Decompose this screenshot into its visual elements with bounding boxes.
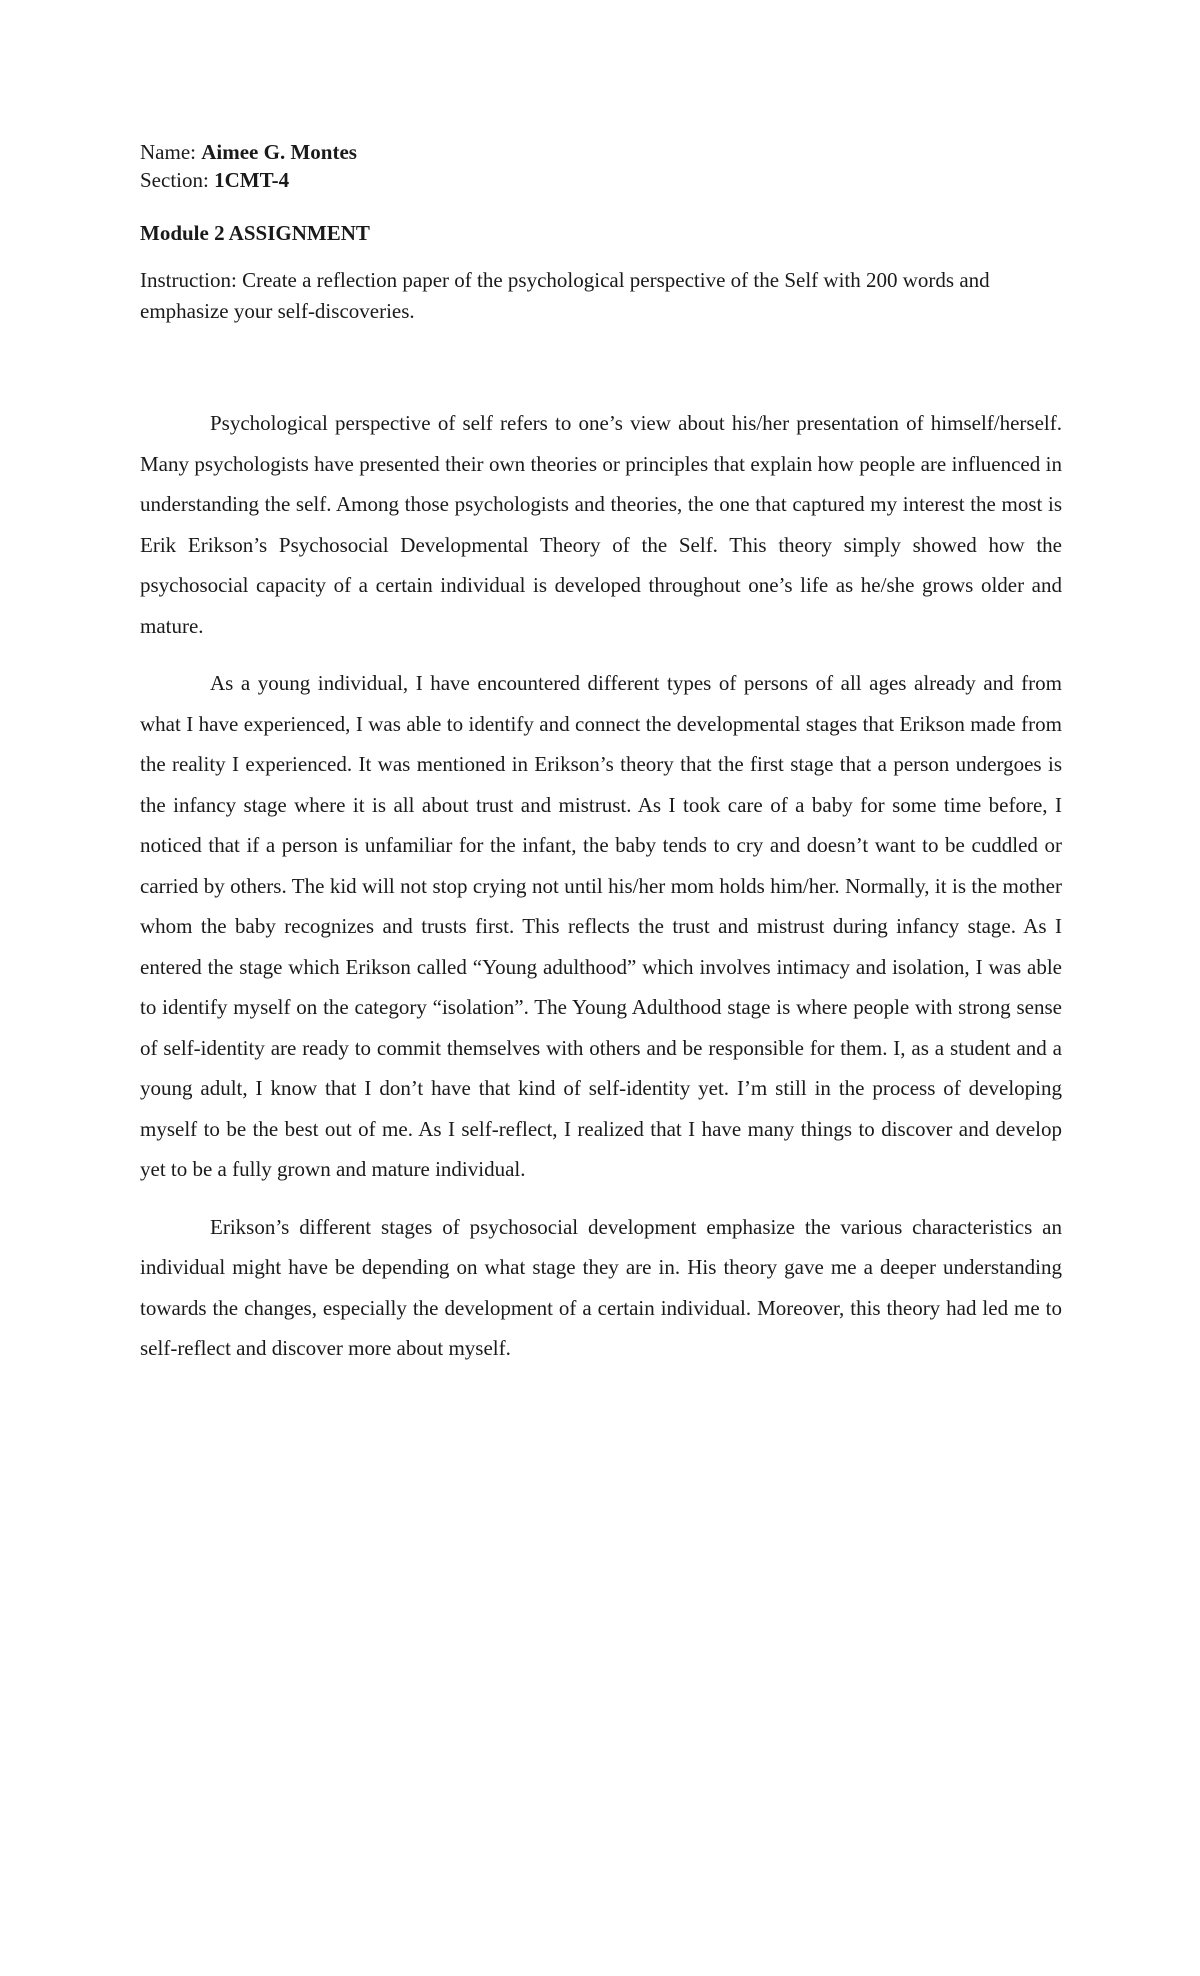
document-page — [140, 138, 1062, 1386]
essay-paragraph-1: Psychological perspective of self refers to one’s view about his/her presentation of himself/herself. Many psychologists have presented their own theories or principles that explain how people are influenced in understanding the self. Among those psychologists and theories, the one that captured my interest the most is Erik Erikson’s Psychosocial Developmental Theory of the Self. This theory simply showed how the psychosocial capacity of a certain individual is developed throughout one’s life as he/she grows older and mature. — [140, 411, 1062, 638]
instruction-text: Instruction: Create a reflection paper of the psychological perspective of the Self with 200 words and emphasize your self-discoveries. — [140, 268, 990, 323]
module-title: Module 2 ASSIGNMENT — [140, 221, 370, 245]
section-label: Section: — [140, 168, 215, 192]
essay-paragraph-3: Erikson’s different stages of psychosocial development emphasize the various characteristics an individual might have be depending on what stage they are in. His theory gave me a deeper understanding towards the changes, especially the development of a certain individual. Moreover, this theory had led me to self-reflect and discover more about myself. — [140, 1214, 1062, 1360]
student-name: Aimee G. Montes — [201, 140, 357, 164]
essay-paragraph-2: As a young individual, I have encountered different types of persons of all ages already and from what I have experienced, I was able to identify and connect the developmental stages that Erikson made from the reality I experienced. It was mentioned in Erikson’s theory that the first stage that a person undergoes is the infancy stage where it is all about trust and mistrust. As I took care of a baby for some time before, I noticed that if a person is unfamiliar for the infant, the baby tends to cry and doesn’t want to be cuddled or carried by others. The kid will not stop crying not until his/her mom holds him/her. Normally, it is the mother whom the baby recognizes and trusts first. This reflects the trust and mistrust during infancy stage. As I entered the stage which Erikson called “Young adulthood” which involves intimacy and isolation, I was able to identify myself on the category “isolation”. The Young Adulthood stage is where people with strong sense of self-identity are ready to commit themselves with others and be responsible for them. I, as a student and a young adult, I know that I don’t have that kind of self-identity yet. I’m still in the process of developing myself to be the best out of me. As I self-reflect, I realized that I have many things to discover and develop yet to be a fully grown and mature individual. — [140, 671, 1062, 1181]
essay-body — [140, 403, 1062, 1369]
name-line — [140, 138, 1062, 166]
section-value: 1CMT-4 — [214, 168, 290, 192]
name-label: Name: — [140, 140, 202, 164]
section-line — [140, 166, 1062, 194]
